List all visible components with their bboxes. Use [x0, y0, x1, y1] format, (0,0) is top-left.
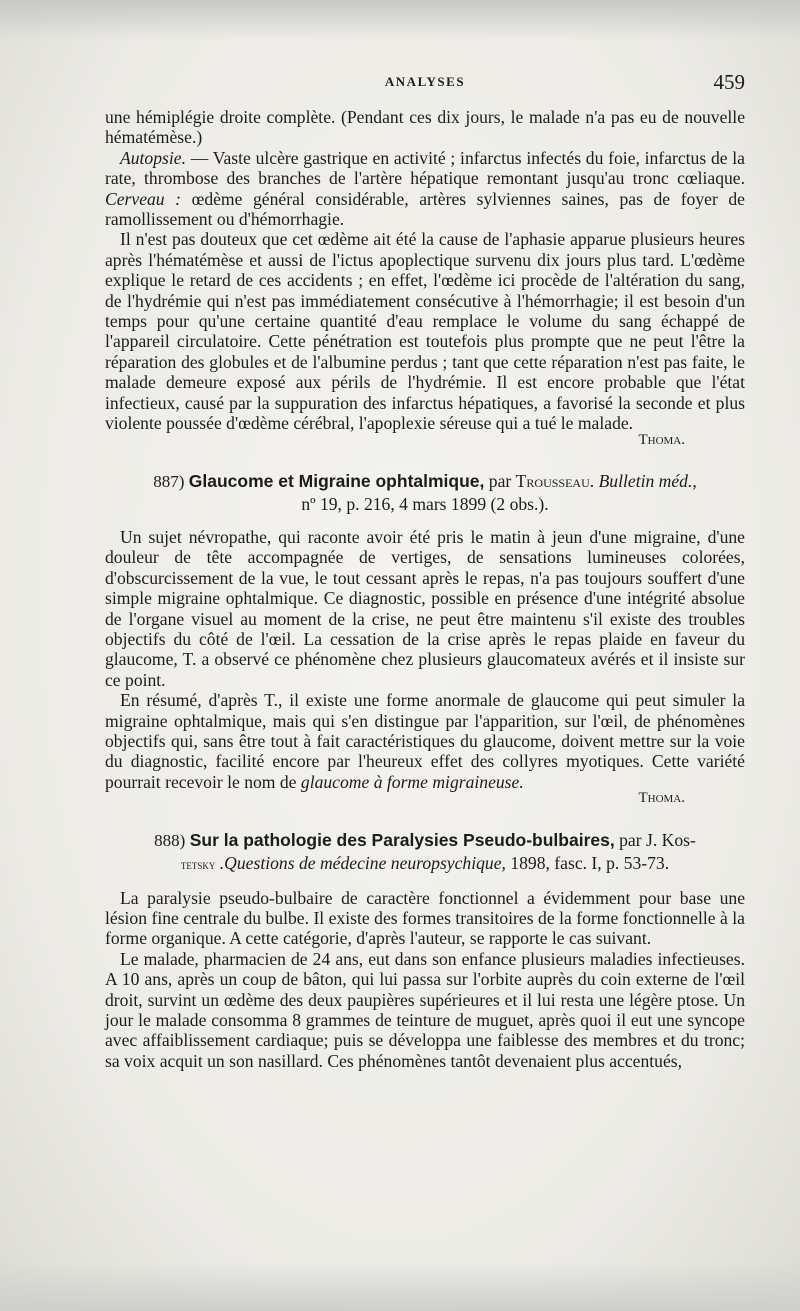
- page-body: [105, 107, 745, 1071]
- article-887-details: nº 19, p. 216, 4 mars 1899 (2 obs.).: [301, 493, 549, 514]
- article-887-paragraph-2: [105, 690, 745, 792]
- article-888-source: .Questions de médecine neuropsychique,: [215, 852, 506, 873]
- article-888-title: [105, 829, 745, 876]
- article-887-paragraph-2-emphasis: glaucome à forme migraineuse.: [300, 771, 524, 792]
- page-number: 459: [713, 70, 745, 94]
- article-887-par: par: [484, 470, 516, 491]
- article-888-author-end: tetsky: [180, 856, 216, 872]
- cerveau-label: Cerveau :: [105, 188, 182, 209]
- article-888-par: par J. Kos-: [614, 829, 696, 850]
- article-888-paragraph-1: La paralysie pseudo-bulbaire de caractère fonctionnel a évidemment pour base une lésion fine centrale du bulbe. Il existe des formes transitoires de la forme fonctionnelle à la forme organique. A cette catégorie, d'après l'auteur, se rapporte le cas suivant.: [105, 887, 745, 949]
- article-888-paragraph-2: Le malade, pharmacien de 24 ans, eut dans son enfance plusieurs maladies infectieuses. A 10 ans, après un coup de bâton, qui lui passa sur l'orbite auprès du coin externe de l'œil droit, survint un œdème des deux paupières supérieures et il lui resta une légère ptose. Un jour le malade consomma 8 grammes de teinture de muguet, après quoi il eut une syncope avec affaiblissement cardiaque; puis se développa une faiblesse des membres et du tronc; sa voix acquit un son nasillard. Ces phénomènes tantôt devenaient plus accentués,: [105, 948, 745, 1071]
- running-title: ANALYSES: [384, 74, 466, 89]
- running-head: [105, 70, 745, 96]
- article-888-details: 1898, fasc. I, p. 53-73.: [505, 852, 670, 873]
- article-887-paragraph-2-text: En résumé, d'après T., il existe une forme anormale de glaucome qui peut simuler la migraine ophtalmique, mais qui s'en distingue par l'apparition, sur l'œil, de phénomènes objectifs qui, sans être tout à fait caractéristiques du glaucome, doivent mettre sur la voie du diagnostic, facilité encore par l'heureux effet des collyres myotiques. Cette variété pourrait recevoir le nom de: [105, 690, 745, 792]
- article-887-source: Bulletin méd.,: [598, 470, 697, 491]
- article-887-title: [105, 470, 745, 515]
- prev-article-signature: Thoma.: [638, 431, 685, 448]
- prev-article-paragraph-2: [105, 148, 745, 230]
- prev-article-paragraph-3: Il n'est pas douteux que cet œdème ait été la cause de l'aphasie apparue plusieurs heures après l'hématémèse et aussi de l'ictus apoplectique survenu dix jours plus tard. L'œdème explique le retard de ces accidents ; en effet, l'œdème ici procède de l'altération du sang, de l'hydrémie qui n'est pas immédiatement consécutive à l'hémorrhagie; il est besoin d'un temps pour qu'une certaine quantité d'eau remplace le volume du sang échappé de l'appareil circulatoire. Cette pénétration est toutefois plus prompte que ne peut l'être la réparation des globules et de l'albumine perdus ; tant que cette réparation n'est pas faite, le malade demeure exposé aux périls de l'hydrémie. Il est encore probable que l'état infectieux, causé par la suppuration des infarctus hépatiques, a favorisé la seconde et plus violente poussée d'œdème cérébral, l'apoplexie séreuse qui a tué le malade.: [105, 229, 745, 434]
- article-887-author: Trousseau.: [515, 470, 595, 491]
- article-888-heading: Sur la pathologie des Paralysies Pseudo-bulbaires,: [189, 829, 615, 850]
- prev-article-paragraph-1: une hémiplégie droite complète. (Pendant ces dix jours, le malade n'a pas eu de nouvelle hématémèse.): [105, 107, 745, 148]
- autopsie-label: Autopsie.: [120, 147, 186, 168]
- cerveau-text: œdème général considérable, artères sylviennes saines, pas de foyer de ramollissement ou d'hémorrhagie.: [105, 188, 745, 230]
- article-888-number: 888): [154, 830, 186, 850]
- autopsie-text: — Vaste ulcère gastrique en activité ; infarctus infectés du foie, infarctus de la rate, thrombose des branches de l'artère hépatique remontant jusqu'au tronc cœliaque.: [105, 147, 745, 189]
- article-887-number: 887): [153, 471, 185, 491]
- article-887-signature: Thoma.: [638, 790, 685, 807]
- article-887-paragraph-1: Un sujet névropathe, qui raconte avoir été pris le matin à jeun d'une migraine, d'une douleur de tête accompagnée de vertiges, de sensations lumineuses colorées, d'obscurcissement de la vue, le tout cessant après le repas, n'a pas toujours souffert d'une simple migraine ophtalmique. Ce diagnostic, possible en présence d'une intégrité absolue de l'organe visuel au moment de la crise, ne peut être maintenu s'il existe des troubles objectifs du côté de l'œil. La cessation de la crise après le repas plaide en faveur du glaucome, T. a observé ce phénomène chez plusieurs glaucomateux avérés et il insiste sur ce point.: [105, 526, 745, 690]
- article-887-heading: Glaucome et Migraine ophtalmique,: [188, 470, 485, 491]
